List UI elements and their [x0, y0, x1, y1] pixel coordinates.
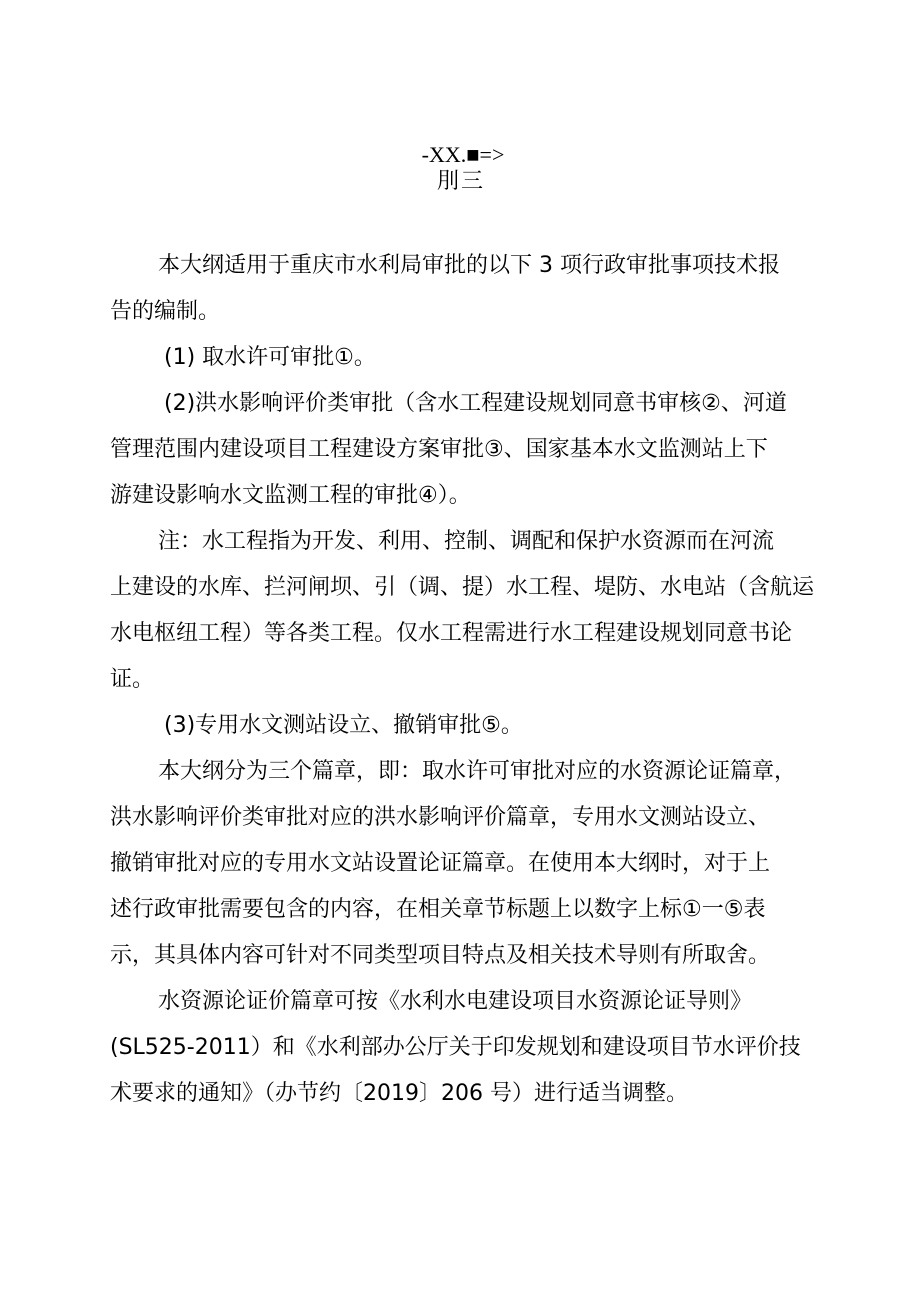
list-item-line: (2)洪水影响评价类审批（含水工程建设规划同意书审核②、河道 — [164, 391, 787, 416]
note-line: 注：水工程指为开发、利用、控制、调配和保护水资源而在河流 — [158, 529, 775, 554]
heading-garbled-line: -XX.■=> — [421, 142, 505, 167]
paragraph-line: 管理范围内建设项目工程建设方案审批③、国家基本水文监测站上下 — [110, 437, 768, 462]
paragraph-line: (SL525-2011）和《水利部办公厅关于印发规划和建设项目节水评价技 — [110, 1035, 801, 1060]
paragraph-line: 示，其具体内容可针对不同类型项目特点及相关技术导则有所取舍。 — [110, 943, 771, 968]
paragraph-line: 本大纲适用于重庆市水利局审批的以下 3 项行政审批事项技术报 — [158, 253, 780, 278]
note-line: 上建设的水库、拦河闸坝、引（调、提）水工程、堤防、水电站（含航运 — [110, 575, 815, 600]
note-line: 水电枢纽工程）等各类工程。仅水工程需进行水工程建设规划同意书论 — [110, 621, 793, 646]
paragraph-line: 本大纲分为三个篇章，即：取水许可审批对应的水资源论证篇章， — [158, 759, 797, 784]
paragraph-line: 洪水影响评价类审批对应的洪水影响评价篇章，专用水文测站设立、 — [110, 805, 771, 830]
body-text — [110, 243, 830, 1117]
paragraph-line: 告的编制。 — [110, 299, 221, 324]
paragraph-line: 述行政审批需要包含的内容，在相关章节标题上以数字上标①一⑤表 — [110, 897, 766, 922]
list-item-line: (1) 取水许可审批①。 — [164, 345, 376, 370]
list-item-line: (3)专用水文测站设立、撤销审批⑤。 — [164, 713, 523, 738]
paragraph-line: 术要求的通知》（办节约〔2019〕206 号）进行适当调整。 — [110, 1081, 688, 1106]
preface-heading — [0, 142, 920, 196]
note-line: 证。 — [110, 667, 155, 692]
paragraph-line: 水资源论证价篇章可按《水利水电建设项目水资源论证导则》 — [158, 989, 753, 1014]
heading-title: 刖三 — [436, 169, 485, 194]
paragraph-line: 撤销审批对应的专用水文站设置论证篇章。在使用本大纲时，对于上 — [110, 851, 771, 876]
paragraph-line: 游建设影响水文监测工程的审批④）。 — [110, 483, 471, 508]
